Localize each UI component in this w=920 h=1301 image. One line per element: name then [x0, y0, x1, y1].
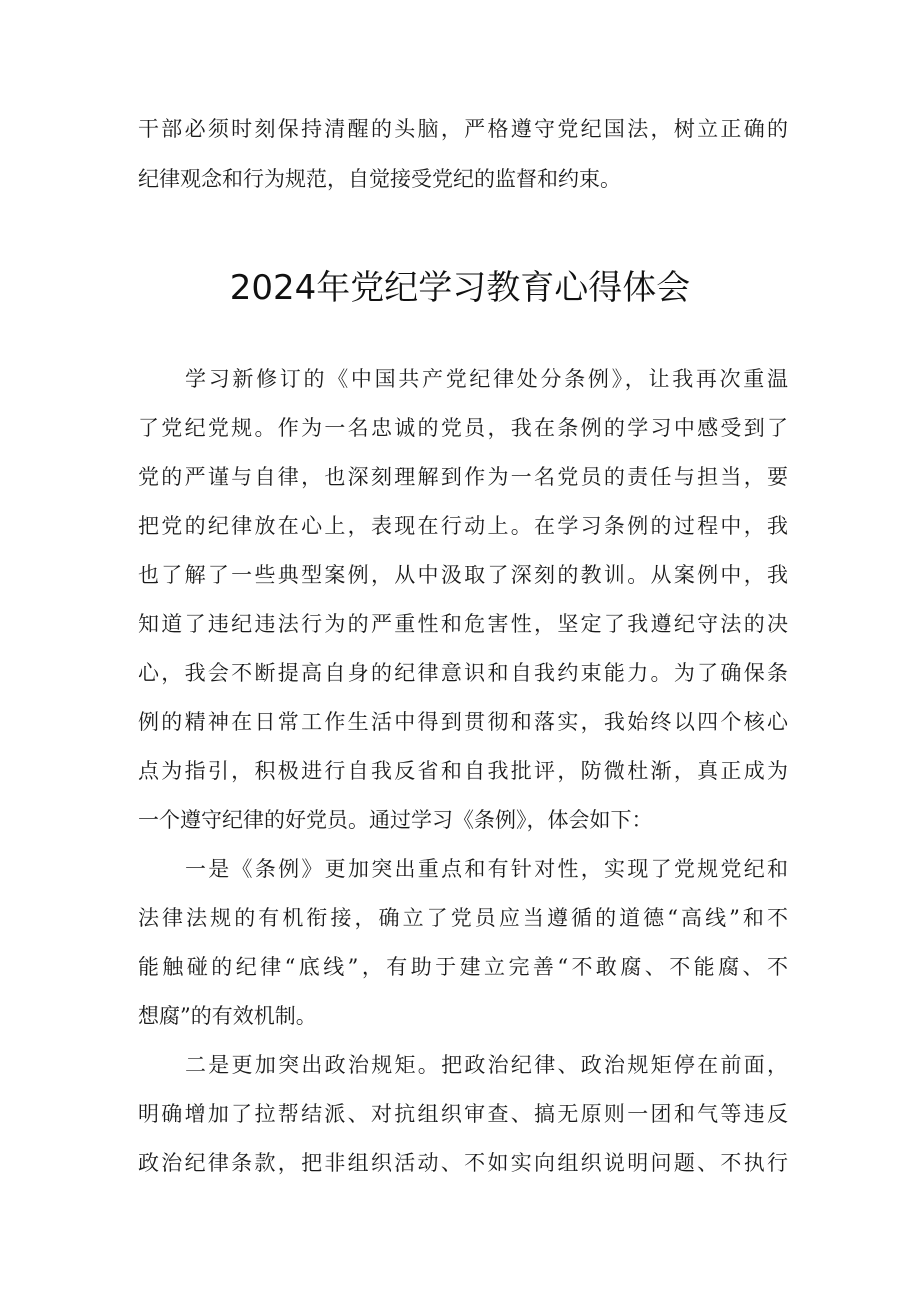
paragraph1-line-2: 了党纪党规。作为一名忠诚的党员，我在条例的学习中感受到了 [138, 416, 788, 440]
intro-line-2: 纪律观念和行为规范，自觉接受党纪的监督和约束。 [138, 167, 621, 191]
paragraph1-line-8: 例的精神在日常工作生活中得到贯彻和落实，我始终以四个核心 [138, 710, 788, 734]
paragraph3-line-2: 明确增加了拉帮结派、对抗组织审查、搞无原则一团和气等违反 [138, 1102, 788, 1126]
paragraph3-line-3: 政治纪律条款，把非组织活动、不如实向组织说明问题、不执行 [138, 1151, 788, 1175]
paragraph3-line-1: 二是更加突出政治规矩。把政治纪律、政治规矩停在前面， [185, 1053, 788, 1077]
intro-line-1: 干部必须时刻保持清醒的头脑，严格遵守党纪国法，树立正确的 [138, 117, 788, 141]
paragraph1-line-10: 一个遵守纪律的好党员。通过学习《条例》，体会如下： [138, 808, 653, 832]
document-title: 2024年党纪学习教育心得体会 [229, 268, 691, 308]
paragraph1-line-4: 把党的纪律放在心上，表现在行动上。在学习条例的过程中，我 [138, 514, 788, 538]
paragraph1-line-9: 点为指引，积极进行自我反省和自我批评，防微杜渐，真正成为 [138, 759, 788, 783]
paragraph2-line-2: 法律法规的有机衔接，确立了党员应当遵循的道德“高线”和不 [138, 906, 788, 930]
paragraph1-line-3: 党的严谨与自律，也深刻理解到作为一名党员的责任与担当，要 [138, 465, 788, 489]
paragraph1-line-5: 也了解了一些典型案例，从中汲取了深刻的教训。从案例中，我 [138, 563, 788, 587]
paragraph2-line-1: 一是《条例》更加突出重点和有针对性，实现了党规党纪和 [185, 857, 788, 881]
paragraph1-line-6: 知道了违纪违法行为的严重性和危害性，坚定了我遵纪守法的决 [138, 612, 788, 636]
paragraph2-line-4: 想腐”的有效机制。 [138, 1004, 317, 1028]
paragraph2-line-3: 能触碰的纪律“底线”，有助于建立完善“不敢腐、不能腐、不 [138, 955, 788, 979]
paragraph1-line-7: 心，我会不断提高自身的纪律意识和自我约束能力。为了确保条 [138, 661, 788, 685]
paragraph1-line-1: 学习新修订的《中国共产党纪律处分条例》，让我再次重温 [185, 367, 788, 391]
